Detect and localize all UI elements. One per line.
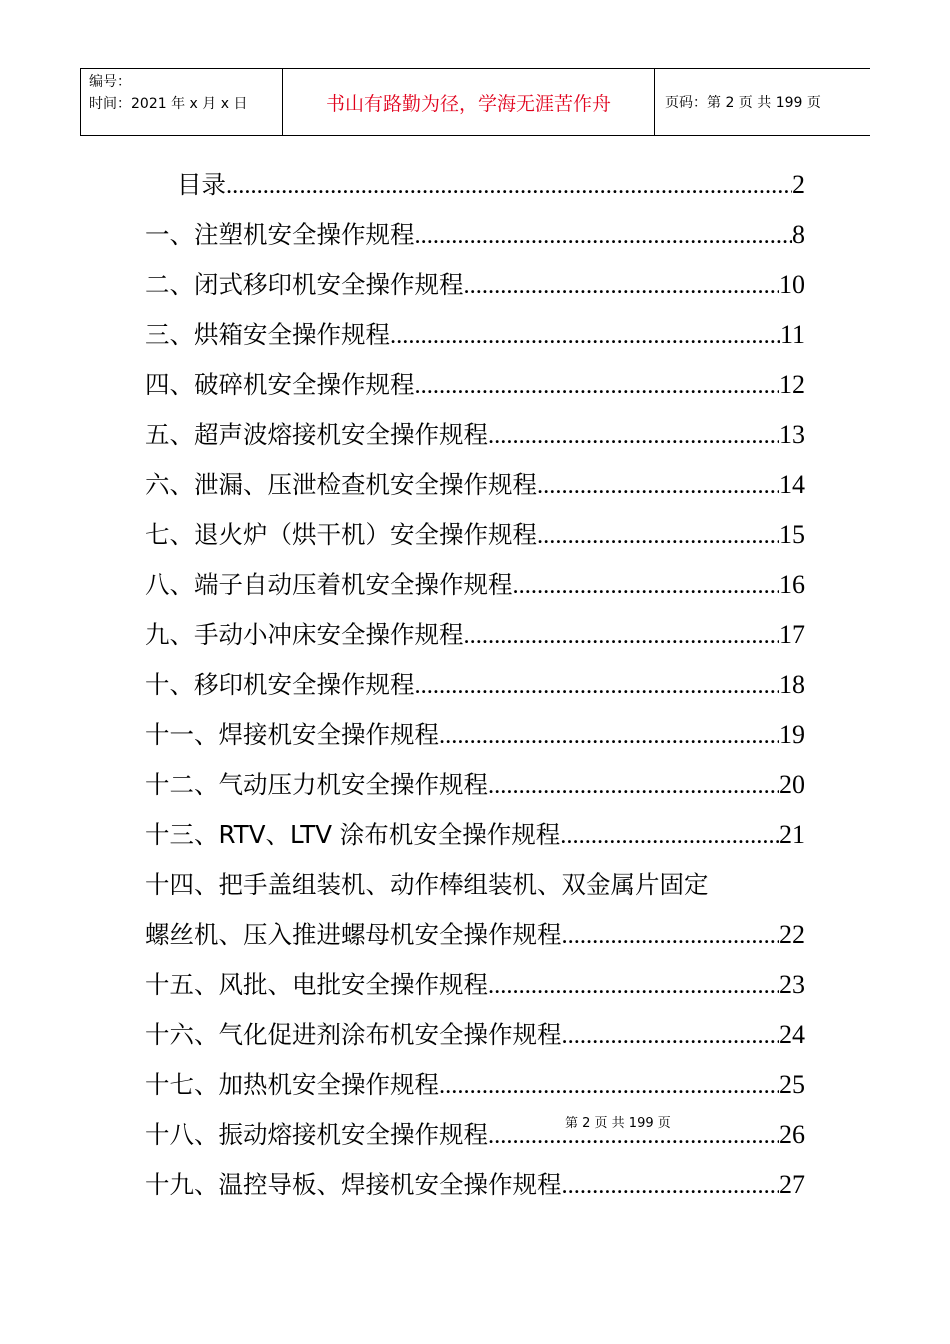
header-meta-cell	[81, 69, 283, 135]
toc-entry-page: 15	[779, 520, 805, 549]
toc-entry-page: 14	[779, 470, 805, 499]
toc-entry-page: 26	[779, 1120, 805, 1149]
toc-entry[interactable]	[145, 260, 805, 310]
toc-leader-dots	[439, 1061, 779, 1111]
toc-entry[interactable]	[145, 760, 805, 810]
toc-entry-title: 九、手动小冲床安全操作规程	[145, 620, 464, 649]
toc-leader-dots	[537, 461, 779, 511]
page-header	[80, 68, 870, 136]
toc-entry-title: 五、超声波熔接机安全操作规程	[145, 420, 488, 449]
toc-entry-title: 六、泄漏、压泄检查机安全操作规程	[145, 470, 537, 499]
toc-entry-title: 十四、把手盖组装机、动作棒组装机、双金属片固定	[145, 870, 709, 899]
header-page-cell	[655, 69, 870, 135]
toc-entry-page: 10	[779, 270, 805, 299]
number-label: 编号：	[89, 74, 131, 90]
toc-leader-dots	[562, 1011, 780, 1061]
toc-entry[interactable]	[145, 1060, 805, 1110]
toc-entry-page: 17	[779, 620, 805, 649]
toc-entry-page: 18	[779, 670, 805, 699]
toc-entry-page: 22	[779, 920, 805, 949]
toc-entry-page: 12	[779, 370, 805, 399]
toc-entry-page: 27	[779, 1170, 805, 1199]
toc-leader-dots	[513, 561, 780, 611]
toc-leader-dots	[562, 911, 780, 961]
toc-entry-page: 19	[779, 720, 805, 749]
toc-leader-dots	[488, 411, 779, 461]
toc-entry-title: 十九、温控导板、焊接机安全操作规程	[145, 1170, 562, 1199]
toc-entry-title: 十六、气化促进剂涂布机安全操作规程	[145, 1020, 562, 1049]
toc-entry-title: 十、移印机安全操作规程	[145, 670, 415, 699]
toc-leader-dots	[560, 811, 779, 861]
toc-entry-page: 25	[779, 1070, 805, 1099]
toc-leader-dots	[488, 961, 779, 1011]
toc-entry-title: 十八、振动熔接机安全操作规程	[145, 1120, 488, 1149]
toc-entry-title: 螺丝机、压入推进螺母机安全操作规程	[145, 920, 562, 949]
toc-leader-dots	[390, 311, 780, 361]
toc-entry[interactable]	[145, 860, 805, 910]
toc-entry[interactable]	[145, 210, 805, 260]
toc-entry-page: 11	[779, 320, 805, 349]
toc-entry[interactable]	[145, 610, 805, 660]
toc-entry[interactable]	[145, 460, 805, 510]
toc-entry-title: 三、烘箱安全操作规程	[145, 320, 390, 349]
table-of-contents	[145, 160, 805, 1210]
toc-leader-dots	[415, 361, 780, 411]
toc-entry-title: 十三、RTV、LTV 涂布机安全操作规程	[145, 820, 561, 849]
toc-entry-title: 十七、加热机安全操作规程	[145, 1070, 439, 1099]
toc-leader-dots	[226, 161, 792, 211]
toc-leader-dots	[415, 661, 780, 711]
toc-entry-title: 四、破碎机安全操作规程	[145, 370, 415, 399]
toc-entry[interactable]	[145, 910, 805, 960]
toc-entry[interactable]	[145, 1010, 805, 1060]
toc-leader-dots	[439, 711, 779, 761]
toc-entry-page: 8	[792, 220, 805, 249]
toc-entry-title: 七、退火炉（烘干机）安全操作规程	[145, 520, 537, 549]
toc-entry-page: 20	[779, 770, 805, 799]
toc-leader-dots	[464, 611, 780, 661]
toc-entry-page: 13	[779, 420, 805, 449]
toc-leader-dots	[562, 1161, 780, 1211]
toc-leader-dots	[488, 761, 779, 811]
toc-entry-title: 十二、气动压力机安全操作规程	[145, 770, 488, 799]
toc-entry-title: 二、闭式移印机安全操作规程	[145, 270, 464, 299]
toc-entry[interactable]	[145, 560, 805, 610]
toc-entry[interactable]	[145, 1110, 805, 1160]
toc-entry-title: 八、端子自动压着机安全操作规程	[145, 570, 513, 599]
page-footer: 第 2 页 共 199 页	[565, 1116, 671, 1131]
toc-entry[interactable]	[145, 810, 805, 860]
toc-entry[interactable]	[145, 160, 805, 210]
toc-entry[interactable]	[145, 510, 805, 560]
page-info: 页码：第 2 页 共 199 页	[665, 95, 821, 111]
toc-leader-dots	[464, 261, 780, 311]
toc-leader-dots	[415, 211, 793, 261]
toc-entry[interactable]	[145, 410, 805, 460]
toc-entry-title: 十五、风批、电批安全操作规程	[145, 970, 488, 999]
toc-entry-page: 2	[792, 170, 805, 199]
motto-text: 书山有路勤为径，学海无涯苦作舟	[325, 92, 611, 115]
toc-entry-page: 16	[779, 570, 805, 599]
toc-entry[interactable]	[145, 960, 805, 1010]
header-motto-cell	[283, 69, 655, 135]
toc-entry-title: 十一、焊接机安全操作规程	[145, 720, 439, 749]
toc-entry[interactable]	[145, 310, 805, 360]
toc-entry-page: 24	[779, 1020, 805, 1049]
toc-entry[interactable]	[145, 1160, 805, 1210]
toc-entry[interactable]	[145, 710, 805, 760]
toc-entry[interactable]	[145, 360, 805, 410]
toc-entry[interactable]	[145, 660, 805, 710]
toc-entry-page: 21	[779, 820, 805, 849]
toc-entry-title: 目录	[177, 170, 226, 199]
toc-entry-title: 一、注塑机安全操作规程	[145, 220, 415, 249]
time-label: 时间：2021 年 x 月 x 日	[89, 96, 248, 112]
toc-entry-page: 23	[779, 970, 805, 999]
toc-leader-dots	[537, 511, 779, 561]
